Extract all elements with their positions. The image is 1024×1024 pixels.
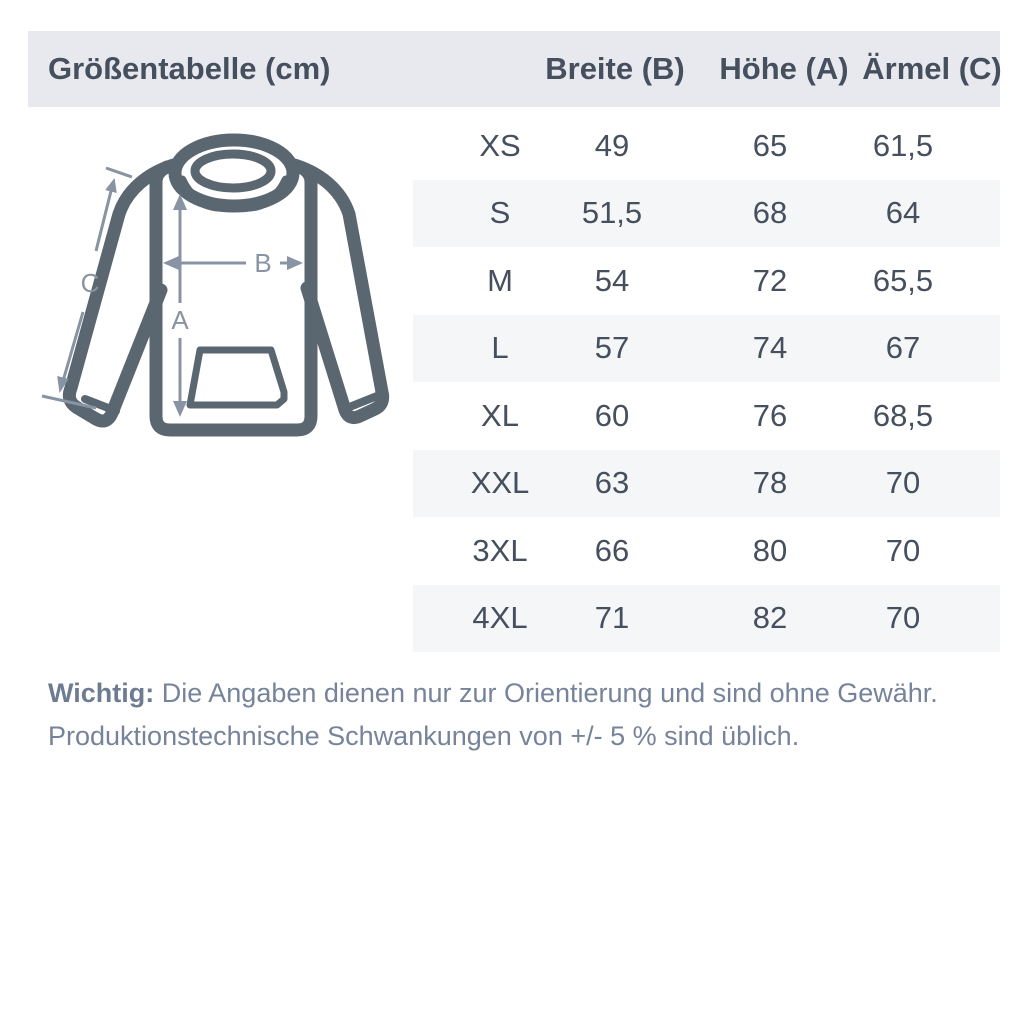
- cell-breite: 51,5: [581, 195, 643, 231]
- table-row-xxl: [413, 450, 1000, 518]
- disclaimer-line1: Die Angaben dienen nur zur Orientierung und sind ohne Gewähr.: [161, 678, 938, 708]
- cell-size: XXL: [470, 465, 530, 501]
- cell-size: XS: [479, 127, 521, 163]
- table-row-m: [413, 247, 1000, 315]
- disclaimer-line2: Produktionstechnische Schwankungen von +/- 5 % sind üblich.: [48, 721, 800, 751]
- dimension-arrow-b: [163, 248, 303, 278]
- cell-size: L: [491, 330, 509, 366]
- dimension-label-a: A: [171, 305, 189, 335]
- cell-aermel: 65,5: [872, 262, 934, 298]
- cell-hoehe: 80: [752, 532, 788, 568]
- cell-size: M: [487, 262, 513, 298]
- cell-aermel: 61,5: [872, 127, 934, 163]
- table-row-3xl: [413, 517, 1000, 585]
- cell-size: XL: [481, 397, 519, 433]
- cell-breite: 49: [594, 127, 630, 163]
- table-header: [28, 31, 1000, 107]
- table-row-xs: [413, 112, 1000, 180]
- cell-breite: 66: [594, 532, 630, 568]
- table-row-4xl: [413, 585, 1000, 653]
- cell-aermel: 70: [885, 600, 921, 636]
- cell-breite: 54: [594, 262, 630, 298]
- table-row-l: [413, 315, 1000, 383]
- disclaimer: [48, 672, 998, 758]
- column-header-hoehe: Höhe (A): [719, 51, 849, 86]
- cell-hoehe: 68: [752, 195, 788, 231]
- hoodie-icon: [69, 140, 382, 430]
- cell-hoehe: 78: [752, 465, 788, 501]
- cell-hoehe: 82: [752, 600, 788, 636]
- dimension-label-b: B: [254, 248, 272, 278]
- dimension-label-c: C: [80, 268, 100, 298]
- cell-size: 3XL: [472, 532, 528, 568]
- cell-breite: 60: [594, 397, 630, 433]
- cell-hoehe: 72: [752, 262, 788, 298]
- dimension-arrow-a: [171, 194, 189, 417]
- page-title: Größentabelle (cm): [48, 51, 331, 86]
- disclaimer-important-label: Wichtig:: [48, 678, 155, 708]
- cell-hoehe: 65: [752, 127, 788, 163]
- table-row-xl: [413, 382, 1000, 450]
- cell-size: 4XL: [472, 600, 528, 636]
- cell-aermel: 68,5: [872, 397, 934, 433]
- table-row-s: [413, 180, 1000, 248]
- cell-size: S: [489, 195, 511, 231]
- cell-aermel: 64: [885, 195, 921, 231]
- cell-breite: 71: [594, 600, 630, 636]
- cell-hoehe: 76: [752, 397, 788, 433]
- column-header-breite: Breite (B): [545, 51, 685, 86]
- cell-aermel: 67: [885, 330, 921, 366]
- cell-breite: 63: [594, 465, 630, 501]
- cell-breite: 57: [594, 330, 630, 366]
- hoodie-measurement-diagram: [30, 120, 420, 460]
- cell-aermel: 70: [885, 465, 921, 501]
- size-table: [413, 112, 1000, 652]
- cell-aermel: 70: [885, 532, 921, 568]
- cell-hoehe: 74: [752, 330, 788, 366]
- column-header-aermel: Ärmel (C): [862, 51, 1002, 86]
